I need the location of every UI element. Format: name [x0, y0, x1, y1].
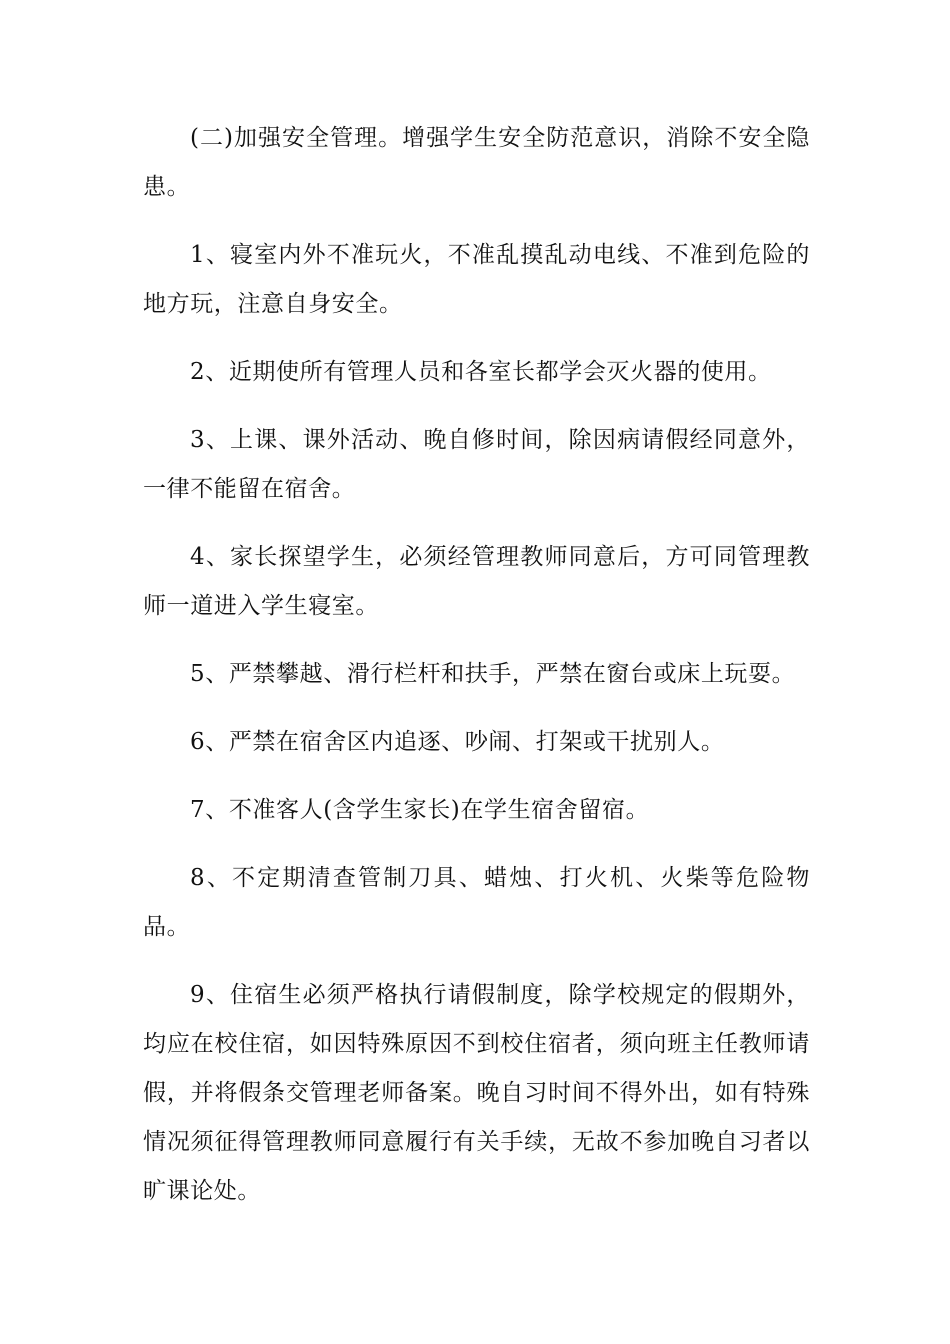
rule-paragraph-7: 7、不准客人(含学生家长)在学生宿舍留宿。 [190, 797, 650, 823]
section-heading-paragraph: (二)加强安全管理。增强学生安全防范意识，消除不安全隐患。 [143, 125, 810, 200]
rule-paragraph-6: 6、严禁在宿舍区内追逐、吵闹、打架或干扰别人。 [190, 729, 725, 755]
rule-paragraph-8: 8、不定期清查管制刀具、蜡烛、打火机、火柴等危险物品。 [143, 865, 810, 940]
rule-paragraph-1: 1、寝室内外不准玩火，不准乱摸乱动电线、不准到危险的地方玩，注意自身安全。 [143, 242, 810, 317]
rule-paragraph-3: 3、上课、课外活动、晚自修时间，除因病请假经同意外，一律不能留在宿舍。 [143, 427, 810, 502]
rule-paragraph-5: 5、严禁攀越、滑行栏杆和扶手，严禁在窗台或床上玩耍。 [190, 661, 796, 687]
rule-paragraph-2: 2、近期使所有管理人员和各室长都学会灭火器的使用。 [190, 359, 772, 385]
document-body [143, 114, 810, 1235]
rule-paragraph-4: 4、家长探望学生，必须经管理教师同意后，方可同管理教师一道进入学生寝室。 [143, 544, 810, 619]
rule-paragraph-9: 9、住宿生必须严格执行请假制度，除学校规定的假期外，均应在校住宿，如因特殊原因不到校住宿者，须向班主任教师请假，并将假条交管理老师备案。晚自习时间不得外出，如有特殊情况须征得管理教师同意履行有关手续，无故不参加晚自习者以旷课论处。 [143, 982, 810, 1204]
